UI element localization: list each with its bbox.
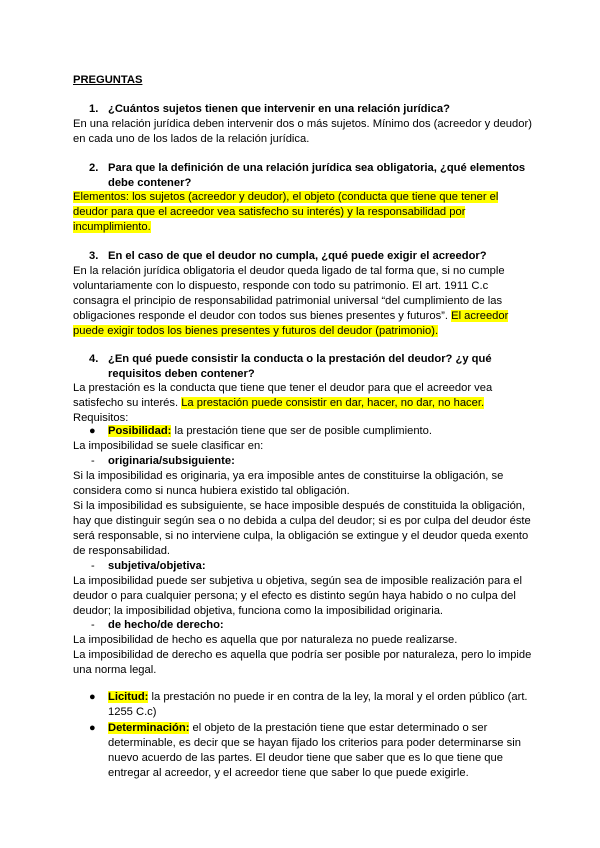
answer-3	[73, 264, 543, 339]
determinacion-label: Determinación:	[108, 722, 190, 734]
answer-3-line: En la relación jurídica obligatoria el deudor queda ligado de tal forma que, si no cumple	[73, 265, 505, 277]
text-line: de responsabilidad.	[73, 545, 171, 557]
answer-4-line: satisfecho su interés.	[73, 397, 182, 409]
licitud-label: Licitud:	[108, 691, 149, 703]
answer-3-line: obligaciones responde el deudor con todos sus bienes presentes y futuros”.	[73, 310, 452, 322]
text-line: La imposibilidad puede ser subjetiva u objetiva, según sea de imposible realización para el	[73, 575, 523, 587]
question-2-line: debe contener?	[108, 177, 192, 189]
hecho-derecho-text	[73, 633, 543, 678]
answer-4-line: La prestación es la conducta que tiene que tener el deudor para que el acreedor vea	[73, 382, 493, 394]
answer-3-highlight: El acreedor	[451, 310, 509, 322]
question-4-number: 4.	[89, 353, 99, 365]
determinacion-text: nuevo acuerdo de las partes. El deudor tiene que saber que es lo que tiene que	[108, 752, 503, 764]
text-line: hay que distinguir según sea o no debida a culpa del deudor; si es por culpa del deudor éste	[73, 515, 531, 527]
question-2-text	[108, 161, 548, 191]
dash-icon: -	[91, 560, 95, 572]
posibilidad-item	[108, 424, 432, 439]
determinacion-item	[108, 721, 548, 781]
question-4-line: requisitos deben contener?	[108, 368, 255, 380]
subjetiva-objetiva-text	[73, 574, 543, 619]
text-line: Si la imposibilidad es originaria, ya era imposible antes de constituirse la obligación, se	[73, 470, 504, 482]
text-line: una norma legal.	[73, 664, 157, 676]
text-line: será responsable, si no interviene culpa, la obligación se extingue y el deudor queda exento	[73, 530, 529, 542]
determinacion-text: determinable, es decir que se hayan fijado los criterios para poder determinarse sin	[108, 737, 521, 749]
text-line: deudor o para cualquier persona; y el efecto es distinto según haya habido o no culpa del	[73, 590, 516, 602]
answer-2-line: deudor para que el acreedor vea satisfecho su interés) y la responsabilidad por	[73, 206, 466, 218]
question-2-number: 2.	[89, 162, 99, 174]
text-line: deudor; la imposibilidad objetiva, funciona como la imposibilidad originaria.	[73, 605, 444, 617]
determinacion-text: el objeto de la prestación tiene que estar determinado o ser	[189, 722, 488, 734]
licitud-text: 1255 C.c)	[108, 706, 157, 718]
licitud-item	[108, 690, 548, 720]
question-4-text	[108, 352, 548, 382]
subjetiva-objetiva-label: subjetiva/objetiva:	[108, 560, 206, 572]
question-4-line: ¿En qué puede consistir la conducta o la prestación del deudor? ¿y qué	[108, 353, 492, 365]
question-2-line: Para que la definición de una relación jurídica sea obligatoria, ¿qué elementos	[108, 162, 526, 174]
answer-3-line: voluntariamente con lo dispuesto, responde con todo su patrimonio. El art. 1911 C.c	[73, 280, 489, 292]
dash-icon: -	[91, 455, 95, 467]
text-line: Si la imposibilidad es subsiguiente, se hace imposible después de constituida la obligación,	[73, 500, 526, 512]
question-3-number: 3.	[89, 250, 99, 262]
imposibilidad-intro: La imposibilidad se suele clasificar en:	[73, 440, 264, 452]
answer-4-intro	[73, 381, 543, 426]
bullet-icon: ●	[89, 691, 96, 703]
bullet-icon: ●	[89, 425, 96, 437]
dash-icon: -	[91, 619, 95, 631]
question-1-text: ¿Cuántos sujetos tienen que intervenir en una relación jurídica?	[108, 103, 450, 115]
text-line: considera como si nunca hubiera existido tal obligación.	[73, 485, 350, 497]
answer-4-highlight: La prestación puede consistir en dar, hacer, no dar, no hacer.	[181, 397, 485, 409]
answer-2	[73, 190, 543, 235]
text-line: La imposibilidad de derecho es aquella que podría ser posible por naturaleza, pero lo impide	[73, 649, 532, 661]
originaria-subsiguiente-label: originaria/subsiguiente:	[108, 455, 235, 467]
page-title: PREGUNTAS	[73, 74, 143, 86]
bullet-icon: ●	[89, 722, 96, 734]
answer-1	[73, 117, 543, 147]
answer-1-line: En una relación jurídica deben intervenir dos o más sujetos. Mínimo dos (acreedor y deudor)	[73, 118, 532, 130]
answer-3-highlight: puede exigir todos los bienes presentes y futuros del deudor (patrimonio).	[73, 325, 439, 337]
answer-2-line: incumplimiento.	[73, 221, 151, 233]
question-3-text: En el caso de que el deudor no cumpla, ¿qué puede exigir el acreedor?	[108, 250, 487, 262]
posibilidad-text: la prestación tiene que ser de posible cumplimiento.	[171, 425, 432, 437]
answer-2-line: Elementos: los sujetos (acreedor y deudor), el objeto (conducta que tiene que tener el	[73, 191, 499, 203]
requisitos-label: Requisitos:	[73, 412, 129, 424]
posibilidad-label: Posibilidad:	[108, 425, 172, 437]
determinacion-text: entregar al acreedor, y el acreedor tiene que saber lo que puede exigirle.	[108, 767, 469, 779]
hecho-derecho-label: de hecho/de derecho:	[108, 619, 224, 631]
text-line: La imposibilidad de hecho es aquella que por naturaleza no puede realizarse.	[73, 634, 458, 646]
answer-3-line: consagra el principio de responsabilidad patrimonial universal “del cumplimiento de las	[73, 295, 503, 307]
answer-1-line: en cada uno de los lados de la relación jurídica.	[73, 133, 310, 145]
question-1-number: 1.	[89, 103, 99, 115]
licitud-text: la prestación no puede ir en contra de la ley, la moral y el orden público (art.	[148, 691, 528, 703]
originaria-subsiguiente-text	[73, 469, 543, 559]
